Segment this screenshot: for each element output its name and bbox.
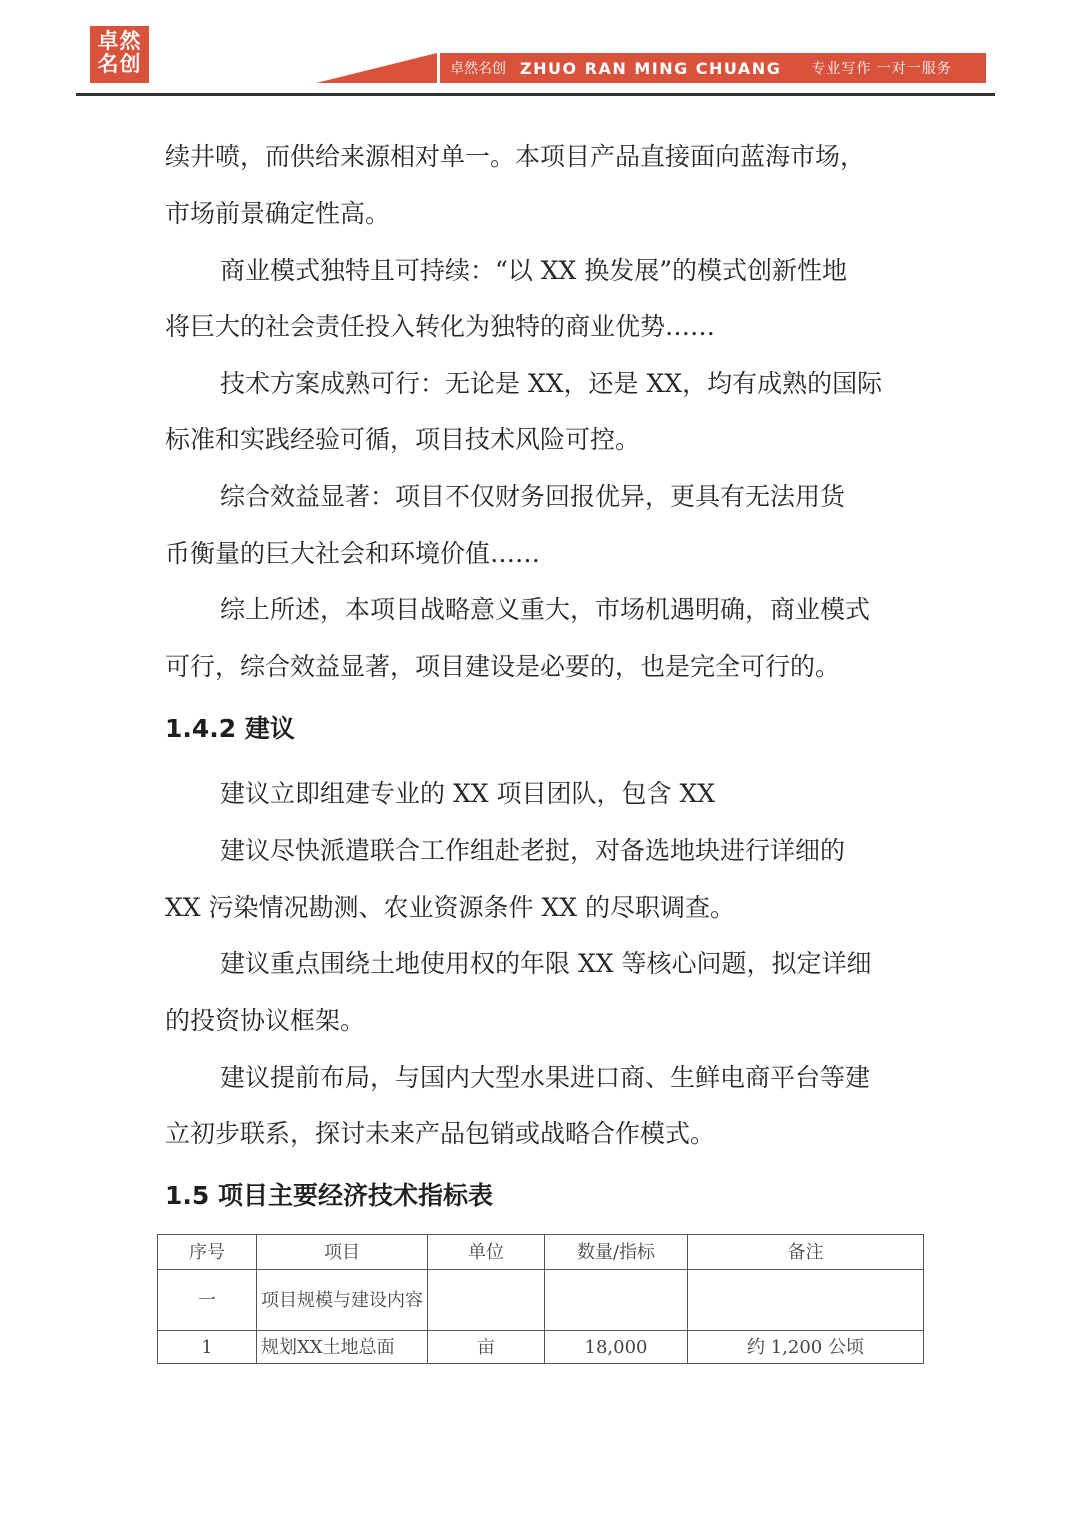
header-divider <box>76 93 995 96</box>
table-cell <box>545 1270 688 1331</box>
body-line: 建议重点围绕土地使用权的年限 XX 等核心问题，拟定详细 <box>220 949 872 978</box>
body-line: 续井喷，而供给来源相对单一。本项目产品直接面向蓝海市场， <box>165 142 866 171</box>
body-line: 将巨大的社会责任投入转化为独特的商业优势…… <box>165 312 716 341</box>
banner-chinese-name: 卓然名创 <box>450 61 506 77</box>
body-line: XX 污染情况勘测、农业资源条件 XX 的尽职调查。 <box>165 893 736 922</box>
body-line: 建议尽快派遣联合工作组赴老挝，对备选地块进行详细的 <box>220 836 846 865</box>
banner-english-name: ZHUO RAN MING CHUANG <box>520 58 782 78</box>
table-cell: 项目规模与建设内容 <box>257 1270 428 1331</box>
table-cell: 亩 <box>428 1331 545 1364</box>
body-line: 建议立即组建专业的 XX 项目团队，包含 XX <box>220 779 716 808</box>
table-cell: 18,000 <box>545 1331 688 1364</box>
banner-slogan: 专业写作 一对一服务 <box>811 61 952 77</box>
table-header-cell: 序号 <box>158 1235 257 1270</box>
body-line: 币衡量的巨大社会和环境价值…… <box>165 539 541 568</box>
body-line: 立初步联系，探讨未来产品包销或战略合作模式。 <box>165 1119 716 1148</box>
table-row <box>158 1270 924 1331</box>
section-heading-1-4-2: 1.4.2 建议 <box>165 714 295 743</box>
body-line: 商业模式独特且可持续：“以 XX 换发展”的模式创新性地 <box>220 256 848 285</box>
banner-wedge <box>316 53 437 83</box>
table-cell: 1 <box>158 1331 257 1364</box>
table-cell: 约 1,200 公顷 <box>688 1331 924 1364</box>
table-header-cell: 备注 <box>688 1235 924 1270</box>
body-line: 可行，综合效益显著，项目建设是必要的，也是完全可行的。 <box>165 652 841 681</box>
table-header-cell: 单位 <box>428 1235 545 1270</box>
body-line: 建议提前布局，与国内大型水果进口商、生鲜电商平台等建 <box>220 1063 871 1092</box>
logo-text-line1: 卓然 <box>97 29 142 53</box>
header-banner <box>440 53 986 83</box>
table-header-cell: 项目 <box>257 1235 428 1270</box>
economic-indicators-table <box>157 1234 924 1364</box>
body-line: 技术方案成熟可行：无论是 XX，还是 XX，均有成熟的国际 <box>220 369 883 398</box>
body-line: 综合效益显著：项目不仅财务回报优异，更具有无法用货 <box>220 482 846 511</box>
logo-text-line2: 名创 <box>97 52 142 76</box>
table-cell: 一 <box>158 1270 257 1331</box>
body-line: 标准和实践经验可循，项目技术风险可控。 <box>165 425 641 454</box>
body-line: 的投资协议框架。 <box>165 1006 366 1035</box>
table-row <box>158 1331 924 1364</box>
table-cell <box>688 1270 924 1331</box>
company-logo <box>90 26 149 83</box>
table-header-cell: 数量/指标 <box>545 1235 688 1270</box>
body-line: 市场前景确定性高。 <box>165 199 391 228</box>
section-heading-1-5: 1.5 项目主要经济技术指标表 <box>165 1181 493 1210</box>
table-cell <box>428 1270 545 1331</box>
body-line: 综上所述，本项目战略意义重大，市场机遇明确，商业模式 <box>220 595 871 624</box>
table-header-row <box>158 1235 924 1270</box>
table-cell: 规划XX土地总面 <box>257 1331 428 1364</box>
